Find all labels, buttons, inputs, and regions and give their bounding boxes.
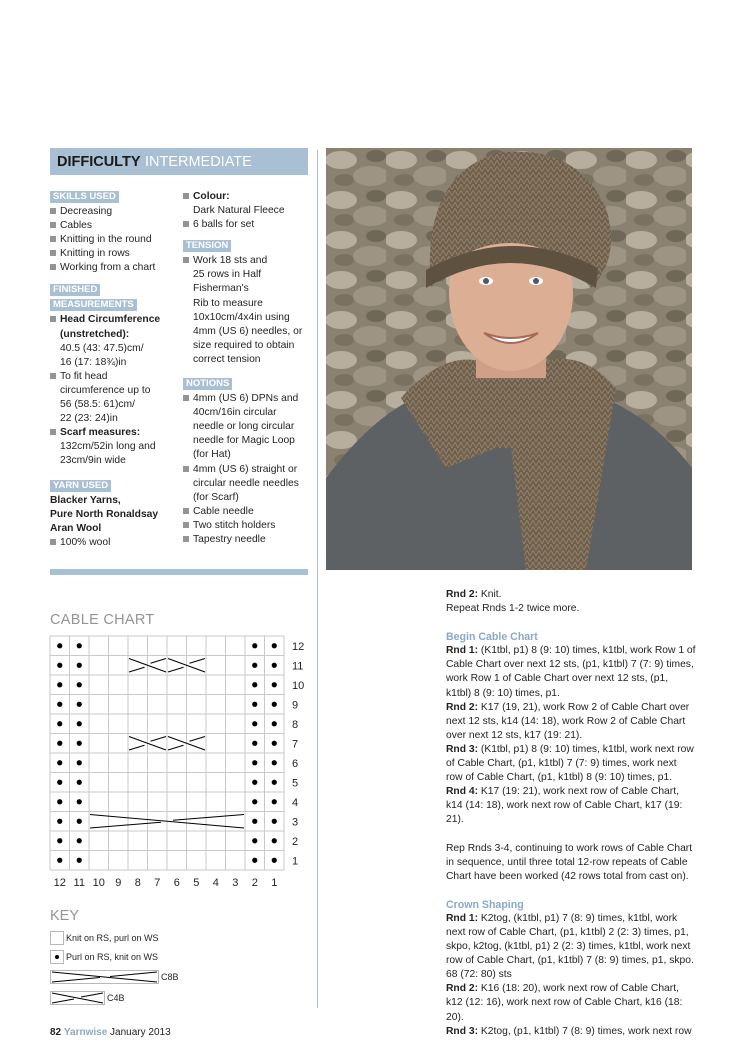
chart-column-number: 10 — [92, 877, 105, 889]
chart-column-number: 1 — [271, 877, 278, 889]
issue-date: January 2013 — [110, 1027, 171, 1038]
tension-line: correct tension — [193, 353, 261, 365]
magazine-name: Yarnwise — [63, 1027, 108, 1038]
purl-stitch-dot — [272, 819, 277, 824]
chart-column-number: 4 — [212, 877, 219, 889]
purl-stitch-dot — [77, 858, 82, 863]
scarf-line: 132cm/52in long and — [60, 441, 156, 453]
tension-line: Fisherman's — [193, 283, 249, 295]
chart-row-number: 12 — [292, 640, 305, 653]
chart-row-number: 9 — [292, 699, 299, 712]
purl-stitch-dot — [252, 858, 257, 863]
purl-stitch-dot — [272, 838, 277, 843]
page-number: 82 — [50, 1027, 62, 1038]
section-divider — [50, 569, 308, 575]
notion-line: 40cm/16in circular — [193, 407, 277, 419]
tension-line: 10x10cm/4x4in using — [193, 311, 290, 323]
chart-row-number: 6 — [292, 757, 299, 770]
chart-column-number: 3 — [232, 877, 239, 889]
chart-row-number: 11 — [292, 660, 304, 673]
pattern-line: Repeat Rnds 1-2 twice more. — [446, 603, 580, 615]
notion-line: needle or long circular — [193, 421, 295, 433]
purl-stitch-dot — [252, 663, 257, 668]
scarf-label: Scarf measures: — [50, 426, 178, 440]
purl-stitch-dot — [57, 721, 62, 726]
colour-value: Dark Natural Fleece — [193, 205, 285, 217]
chart-row-number: 5 — [292, 777, 299, 790]
chart-row-number: 10 — [292, 679, 305, 692]
purl-stitch-dot — [57, 663, 62, 668]
purl-stitch-dot — [77, 780, 82, 785]
notion-item: Two stitch holders — [183, 519, 308, 533]
purl-stitch-dot — [57, 858, 62, 863]
pattern-line: Rnd 2: K17 (19, 21), work Row 2 of Cable Chart over next 12 sts, k14 (14: 18), work Row 2 of Cable Chart over next 12 sts, k17 (19: 21). — [446, 701, 690, 741]
measurements-heading: FINISHED — [50, 284, 100, 296]
purl-stitch-dot — [272, 741, 277, 746]
chart-column-number: 2 — [251, 877, 258, 889]
purl-stitch-dot — [252, 838, 257, 843]
purl-stitch-dot — [272, 799, 277, 804]
notion-line: circular needle needles — [193, 477, 299, 489]
chart-row-number: 4 — [292, 796, 299, 809]
notion-line: (for Hat) — [193, 449, 231, 461]
cable-chart-title: CABLE CHART — [50, 612, 155, 628]
pattern-line: Rnd 1: (K1tbl, p1) 8 (9: 10) times, k1tbl, work Row 1 of Cable Chart over next 12 sts, (p1, k1tbl) 7 (7: 9) times, work Row 1 of Cable Chart over next 12 sts, (p1, k1tbl) 8 (9: 10) times, p1. — [446, 645, 696, 699]
head-measure-line: 16 (17: 18¾)in — [60, 356, 127, 368]
skills-heading: SKILLS USED — [50, 191, 119, 203]
purl-stitch-dot — [77, 702, 82, 707]
purl-stitch-dot — [77, 819, 82, 824]
skill-item: Knitting in rows — [50, 247, 178, 261]
purl-stitch-dot — [77, 760, 82, 765]
notion-item: Tapestry needle — [183, 533, 308, 547]
chart-row-number: 7 — [292, 738, 299, 751]
measurements-heading-2: MEASUREMENTS — [50, 299, 137, 311]
purl-stitch-dot — [57, 838, 62, 843]
tension-line: 4mm (US 6) needles, or — [193, 325, 303, 337]
model-photo-illustration — [326, 148, 692, 570]
chart-column-number: 8 — [134, 877, 141, 889]
yarn-name: Pure North Ronaldsay — [50, 508, 159, 520]
purl-stitch-dot — [272, 663, 277, 668]
chart-row-number: 8 — [292, 718, 299, 731]
pattern-line: Rnd 4: K17 (19: 21), work next row of Cable Chart, k14 (14: 18), work next row of Cable Chart, k17 (19: 21). — [446, 786, 683, 826]
tension-line: 25 rows in Half — [193, 269, 262, 281]
head-circumference-label: Head Circumference — [50, 313, 178, 327]
purl-stitch-dot — [77, 721, 82, 726]
info-column-right — [183, 190, 308, 547]
c4b-symbol-icon — [50, 991, 106, 1005]
purl-stitch-dot — [77, 663, 82, 668]
notions-heading: NOTIONS — [183, 378, 232, 390]
purl-stitch-dot — [57, 741, 62, 746]
info-column-left — [50, 190, 178, 550]
key-c8b-label: C8B — [161, 972, 179, 982]
yarn-heading: YARN USED — [50, 480, 111, 492]
tension-line: size required to obtain — [193, 339, 295, 351]
purl-stitch-dot — [57, 819, 62, 824]
purl-stitch-dot — [57, 643, 62, 648]
purl-stitch-dot — [77, 643, 82, 648]
purl-symbol — [50, 950, 64, 964]
key-purl-label: Purl on RS, knit on WS — [66, 952, 159, 962]
pattern-line: Rnd 3: K2tog, (p1, k1tbl) 7 (8: 9) times, work next row — [446, 1025, 692, 1037]
notion-line: needle for Magic Loop — [193, 435, 295, 447]
skill-item: Cables — [50, 219, 178, 233]
purl-stitch-dot — [57, 682, 62, 687]
page-footer — [50, 1027, 171, 1038]
skill-item: Knitting in the round — [50, 233, 178, 247]
purl-stitch-dot — [272, 858, 277, 863]
key-c4b-label: C4B — [107, 993, 125, 1003]
pattern-line: Rnd 3: (K1tbl, p1) 8 (9: 10) times, k1tbl, work next row of Cable Chart, (p1, k1tbl) 7 (7: 9) times, work next row of Cable Chart, (p1, k1tbl) 8 (9: 10) times, p1. — [446, 743, 694, 784]
head-measure-line: 40.5 (43: 47.5)cm/ — [60, 342, 144, 354]
notion-line: (for Scarf) — [193, 491, 239, 503]
pattern-instructions — [446, 588, 696, 1039]
pattern-line: Rnd 1: K2tog, (k1tbl, p1) 7 (8: 9) times, k1tbl, work next row of Cable Chart, (p1, k1tbl) 2 (2: 3) times, p1, skpo, k2tog, (k1tbl, p1) 2 (2: 3) times, k1tbl, work next row of Cable Chart, (p1, k1tbl) 7 (8: 9) times, p1, skpo. 68 (72: 80) sts — [446, 912, 694, 981]
chart-column-number: 9 — [115, 877, 122, 889]
chart-column-number: 6 — [173, 877, 180, 889]
purl-stitch-dot — [77, 682, 82, 687]
fit-line: circumference up to — [60, 384, 151, 396]
purl-stitch-dot — [252, 799, 257, 804]
yarn-fibre: 100% wool — [50, 536, 178, 550]
tension-line: Work 18 sts and — [183, 254, 308, 268]
purl-stitch-dot — [57, 702, 62, 707]
purl-stitch-dot — [77, 838, 82, 843]
key-title: KEY — [50, 908, 80, 924]
chart-row-number: 3 — [292, 816, 299, 829]
purl-stitch-dot — [57, 780, 62, 785]
purl-stitch-dot — [57, 760, 62, 765]
difficulty-bar — [50, 148, 308, 175]
tension-heading: TENSION — [183, 240, 231, 252]
fit-line: 22 (23: 24)in — [60, 413, 118, 425]
fit-line: To fit head — [50, 370, 178, 384]
purl-stitch-dot — [252, 702, 257, 707]
purl-stitch-dot — [272, 760, 277, 765]
purl-stitch-dot — [252, 721, 257, 726]
purl-stitch-dot — [272, 643, 277, 648]
fit-line: 56 (58.5: 61)cm/ — [60, 399, 135, 411]
pattern-line: Rep Rnds 3-4, continuing to work rows of Cable Chart in sequence, until three total 12-row repeats of Cable Chart have been worked (42 rows total from cast on). — [446, 842, 693, 882]
purl-stitch-dot — [77, 799, 82, 804]
purl-stitch-dot — [57, 799, 62, 804]
chart-row-number: 1 — [292, 855, 299, 868]
purl-stitch-dot — [252, 819, 257, 824]
purl-dot-icon — [51, 951, 63, 963]
purl-stitch-dot — [252, 643, 257, 648]
c8b-symbol-icon — [50, 970, 160, 984]
purl-stitch-dot — [252, 741, 257, 746]
notion-line: 4mm (US 6) DPNs and — [183, 392, 308, 406]
purl-stitch-dot — [272, 682, 277, 687]
pattern-line: Rnd 2: Knit. — [446, 589, 502, 600]
pattern-line: Rnd 2: K16 (18: 20), work next row of Cable Chart, k12 (12: 16), work next row of Cable Chart, k16 (18: 20). — [446, 983, 683, 1023]
begin-cable-heading: Begin Cable Chart — [446, 631, 538, 644]
key-knit-label: Knit on RS, purl on WS — [66, 933, 159, 943]
purl-stitch-dot — [252, 760, 257, 765]
purl-stitch-dot — [272, 780, 277, 785]
purl-stitch-dot — [252, 780, 257, 785]
tension-line: Rib to measure — [193, 297, 263, 309]
chart-column-number: 11 — [73, 877, 85, 889]
head-circumference-label-2: (unstretched): — [60, 328, 130, 340]
purl-stitch-dot — [252, 682, 257, 687]
purl-stitch-dot — [272, 702, 277, 707]
chart-column-number: 5 — [193, 877, 200, 889]
notion-item: Cable needle — [183, 505, 308, 519]
model-photo — [326, 148, 692, 570]
scarf-line: 23cm/9in wide — [60, 455, 126, 467]
balls-count: 6 balls for set — [183, 218, 308, 232]
notion-line: 4mm (US 6) straight or — [183, 463, 308, 477]
knit-symbol — [50, 931, 64, 945]
crown-shaping-heading: Crown Shaping — [446, 898, 524, 911]
difficulty-label: DIFFICULTY — [57, 154, 141, 170]
chart-row-number: 2 — [292, 835, 299, 848]
yarn-name: Aran Wool — [50, 522, 102, 534]
cable-chart — [48, 634, 318, 896]
skill-item: Decreasing — [50, 205, 178, 219]
colour-label: Colour: — [183, 190, 308, 204]
purl-stitch-dot — [272, 721, 277, 726]
difficulty-level: INTERMEDIATE — [144, 154, 252, 170]
purl-stitch-dot — [77, 741, 82, 746]
skill-item: Working from a chart — [50, 261, 178, 275]
chart-column-number: 7 — [154, 877, 161, 889]
chart-column-number: 12 — [53, 877, 66, 889]
yarn-name: Blacker Yarns, — [50, 494, 121, 506]
